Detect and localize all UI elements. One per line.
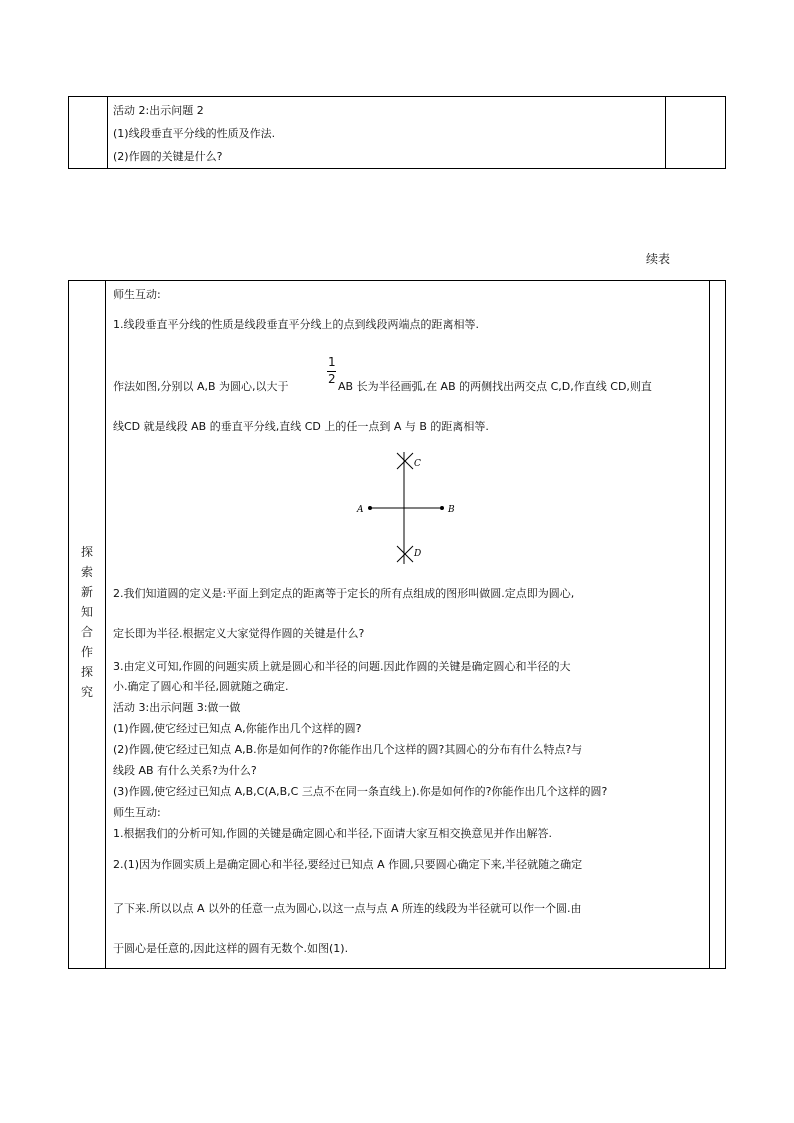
side-char: 新 bbox=[80, 585, 93, 599]
paragraph: 定长即为半径.根据定义大家觉得作圆的关键是什么? bbox=[113, 627, 365, 640]
side-char: 知 bbox=[80, 605, 93, 619]
side-char: 探 bbox=[80, 665, 93, 679]
fraction-numerator: 1 bbox=[328, 355, 336, 369]
label-d: D bbox=[414, 549, 422, 559]
paragraph: 线段 AB 有什么关系?为什么? bbox=[113, 764, 257, 777]
activity3-title: 活动 3:出示问题 3:做一做 bbox=[113, 701, 241, 714]
paragraph: 2.(1)因为作圆实质上是确定圆心和半径,要经过已知点 A 作圆,只要圆心确定下来,半径就随之确定 bbox=[113, 858, 583, 871]
paragraph: 于圆心是任意的,因此这样的圆有无数个.如图(1). bbox=[113, 942, 349, 955]
paragraph: 线CD 就是线段 AB 的垂直平分线,直线 CD 上的任一点到 A 与 B 的距离相等. bbox=[113, 420, 489, 433]
paragraph: 了下来.所以以点 A 以外的任意一点为圆心,以这一点与点 A 所连的线段为半径就可以作一个圆.由 bbox=[113, 902, 582, 915]
paragraph: 1.线段垂直平分线的性质是线段垂直平分线上的点到线段两端点的距离相等. bbox=[113, 318, 479, 331]
paragraph: 1.根据我们的分析可知,作圆的关键是确定圆心和半径,下面请大家互相交换意见并作出解答. bbox=[113, 827, 552, 840]
side-char: 索 bbox=[80, 565, 93, 579]
paragraph: (1)作圆,使它经过已知点 A,你能作出几个这样的圆? bbox=[113, 722, 362, 735]
paragraph: 2.我们知道圆的定义是:平面上到定点的距离等于定长的所有点组成的图形叫做圆.定点即为圆心, bbox=[113, 587, 575, 600]
continued-label: 续表 bbox=[646, 252, 671, 266]
side-char: 作 bbox=[80, 645, 93, 659]
question-1: (1)线段垂直平分线的性质及作法. bbox=[113, 127, 276, 140]
label-c: C bbox=[414, 459, 421, 469]
perpendicular-bisector-figure bbox=[352, 448, 462, 568]
paragraph: 作法如图,分别以 A,B 为圆心,以大于 bbox=[113, 380, 289, 393]
paragraph: AB 长为半径画弧,在 AB 的两侧找出两交点 C,D,作直线 CD,则直 bbox=[338, 380, 652, 393]
paragraph: 3.由定义可知,作圆的问题实质上就是圆心和半径的问题.因此作圆的关键是确定圆心和半径的大 bbox=[113, 660, 571, 673]
paragraph: 小.确定了圆心和半径,圆就随之确定. bbox=[113, 680, 289, 693]
paragraph: (2)作圆,使它经过已知点 A,B.你是如何作的?你能作出几个这样的圆?其圆心的分布有什么特点?与 bbox=[113, 743, 583, 756]
interaction-heading: 师生互动: bbox=[113, 806, 161, 819]
side-char: 究 bbox=[80, 685, 93, 699]
question-2: (2)作圆的关键是什么? bbox=[113, 150, 223, 163]
label-b: B bbox=[448, 505, 455, 515]
side-char: 合 bbox=[80, 625, 93, 639]
paragraph: (3)作圆,使它经过已知点 A,B,C(A,B,C 三点不在同一条直线上).你是如何作的?你能作出几个这样的圆? bbox=[113, 785, 608, 798]
fraction-denominator: 2 bbox=[328, 372, 336, 386]
label-a: A bbox=[357, 505, 364, 515]
activity2-title: 活动 2:出示问题 2 bbox=[113, 104, 204, 117]
side-char: 探 bbox=[80, 545, 93, 559]
interaction-heading: 师生互动: bbox=[113, 288, 161, 301]
